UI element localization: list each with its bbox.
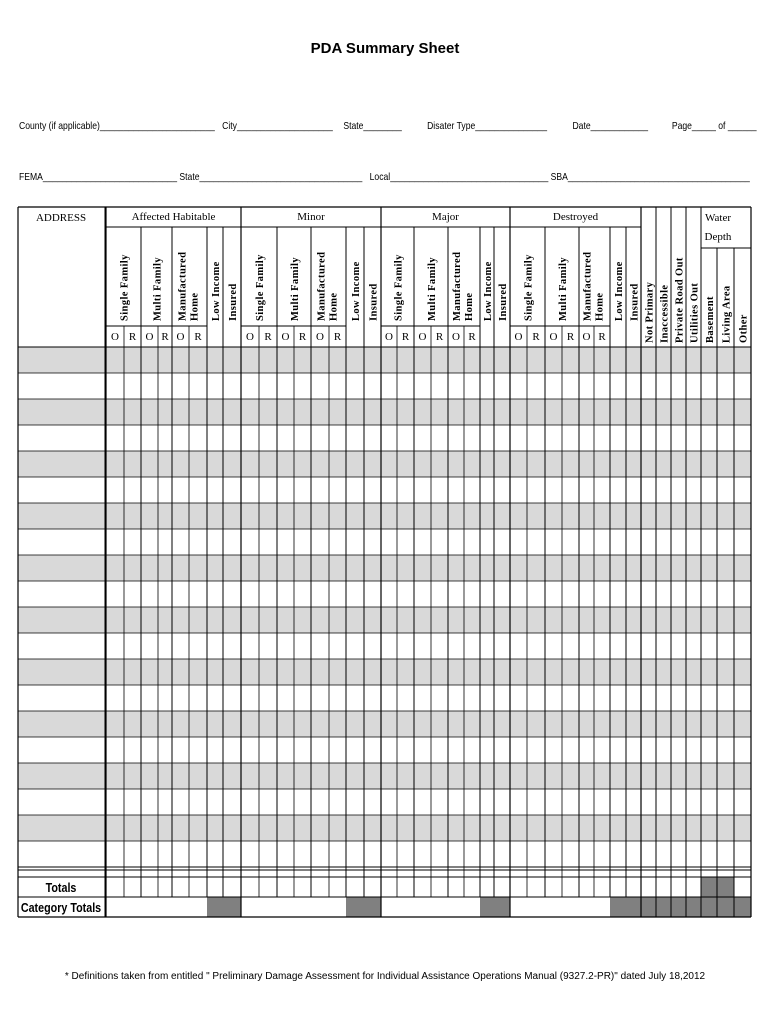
own-rent-label: O <box>418 331 427 343</box>
water-depth-column-label: Other <box>738 314 750 343</box>
sub-column-label: Insured <box>368 283 380 321</box>
group-header: Minor <box>297 211 325 223</box>
own-rent-label: O <box>514 331 523 343</box>
own-rent-label: R <box>264 331 272 343</box>
own-rent-label: R <box>566 331 575 343</box>
agency-state-field[interactable]: State__________________________________ <box>179 171 363 183</box>
sub-column-label: Multi Family <box>427 256 438 321</box>
own-rent-label: R <box>161 331 169 343</box>
own-rent-label: R <box>194 331 202 343</box>
page-field[interactable]: Page_____ of ______ <box>671 120 757 132</box>
own-rent-label: O <box>385 331 393 343</box>
sub-column-label: Low Income <box>614 261 625 321</box>
own-rent-label: R <box>128 331 137 343</box>
own-rent-label: O <box>111 331 119 343</box>
own-rent-label: R <box>468 331 476 343</box>
own-rent-label: R <box>598 331 606 343</box>
water-depth-header: Depth <box>704 231 732 243</box>
own-rent-label: O <box>452 331 460 343</box>
own-rent-label: R <box>401 331 410 343</box>
own-rent-label: R <box>298 331 307 343</box>
group-header: Major <box>432 211 459 223</box>
extra-column-label: Private Road Out <box>674 257 686 343</box>
dark-cell <box>610 897 751 917</box>
sub-column-label: Insured <box>629 283 641 321</box>
sub-column-label: Home <box>464 292 475 321</box>
own-rent-label: O <box>176 331 185 343</box>
own-rent-label: R <box>333 331 342 343</box>
county-field[interactable]: County (if applicable)________________________ <box>19 120 215 132</box>
group-header: Affected Habitable <box>131 211 216 223</box>
sba-field[interactable]: SBA______________________________________ <box>550 171 750 183</box>
date-field[interactable]: Date____________ <box>572 120 649 132</box>
water-depth-column-label: Living Area <box>721 285 733 343</box>
sub-column-label: Home <box>328 292 340 321</box>
dark-cell <box>346 897 381 917</box>
own-rent-label: O <box>281 331 290 343</box>
state-field[interactable]: State________ <box>343 120 402 132</box>
sub-column-label: Single Family <box>119 254 131 321</box>
sub-column-label: Manufactured <box>316 251 328 321</box>
own-rent-label: O <box>246 331 254 343</box>
city-field[interactable]: City____________________ <box>222 120 333 132</box>
address-header: ADDRESS <box>35 212 87 224</box>
dark-cell <box>207 897 241 917</box>
sub-column-label: Insured <box>498 283 509 321</box>
sub-column-label: Single Family <box>393 254 405 321</box>
own-rent-label: O <box>582 331 591 343</box>
footnote: * Definitions taken from entitled " Preliminary Damage Assessment for Individual Assistance Operations Manual (9327.2-PR)" dated July 18,2012 <box>64 971 706 982</box>
sub-column-label: Insured <box>228 283 239 321</box>
sub-column-label: Multi Family <box>152 256 164 321</box>
totals-label: Totals <box>45 881 77 896</box>
disaster-type-field[interactable]: Disater Type_______________ <box>427 120 548 132</box>
water-depth-column-label: Basement <box>705 296 716 343</box>
own-rent-label: O <box>316 331 324 343</box>
own-rent-label: O <box>145 331 154 343</box>
sub-column-label: Home <box>594 292 606 321</box>
extra-column-label: Not Primary <box>644 281 656 343</box>
sub-column-label: Manufactured <box>582 251 594 321</box>
page-title: PDA Summary Sheet <box>310 40 460 57</box>
category-totals-label: Category Totals <box>20 901 102 916</box>
sub-column-label: Low Income <box>351 261 362 321</box>
group-header: Destroyed <box>552 211 599 223</box>
sub-column-label: Multi Family <box>558 256 569 321</box>
sub-column-label: Home <box>189 292 201 321</box>
sub-column-label: Manufactured <box>177 251 189 321</box>
water-depth-header: Water <box>705 212 731 224</box>
own-rent-label: R <box>532 331 540 343</box>
sub-column-label: Low Income <box>211 261 222 321</box>
sub-column-label: Single Family <box>255 254 266 321</box>
own-rent-label: R <box>435 331 444 343</box>
sub-column-label: Single Family <box>523 254 535 321</box>
sub-column-label: Multi Family <box>290 256 301 321</box>
sub-column-label: Manufactured <box>452 251 463 321</box>
local-field[interactable]: Local_________________________________ <box>369 171 549 183</box>
sub-column-label: Low Income <box>483 261 494 321</box>
fema-field[interactable]: FEMA____________________________ <box>19 171 178 183</box>
dark-cell <box>480 897 510 917</box>
extra-column-label: Utilities Out <box>689 282 701 343</box>
extra-column-label: Inaccessible <box>659 284 671 343</box>
own-rent-label: O <box>549 331 558 343</box>
